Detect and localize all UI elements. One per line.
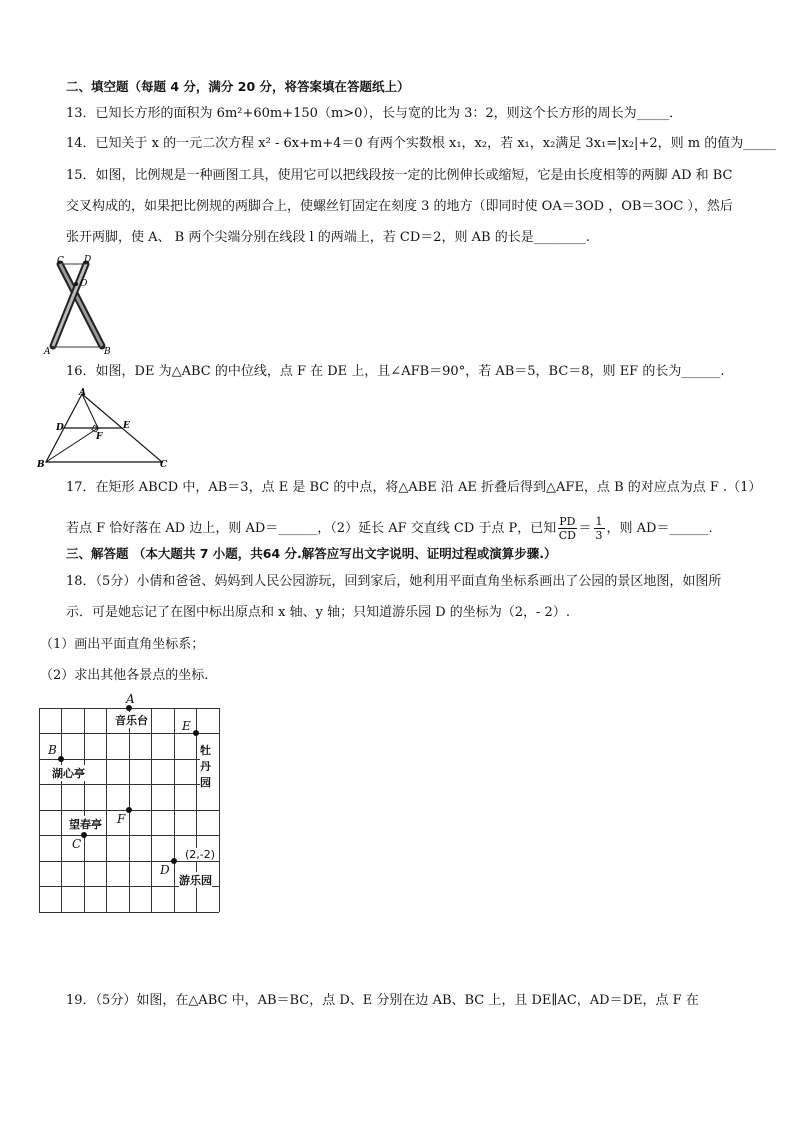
label-a: A xyxy=(79,388,86,398)
fraction2-denominator: 3 xyxy=(595,529,603,542)
label-a: A xyxy=(44,347,51,356)
question-15-line1: 15．如图，比例规是一种画图工具，使用它可以把线段按一定的比例伸长或缩短，它是由长度相等的两脚 AD 和 BC xyxy=(66,168,733,183)
point-a-letter: A xyxy=(126,692,135,706)
label-e: E xyxy=(123,421,130,431)
point-c-name: 望春亭 xyxy=(69,818,102,831)
label-b: B xyxy=(104,347,111,356)
question-18-line1: 18．（5分）小倩和爸爸、妈妈到人民公园游玩，回到家后，她利用平面直角坐标系画出了公园的景区地图，如图所 xyxy=(66,574,722,589)
compass-figure xyxy=(40,254,120,356)
point-e-name: 牡丹园 xyxy=(200,742,219,790)
question-19: 19．（5分）如图，在△ABC 中，AB＝BC，点 D、E 分别在边 AB、BC 上，且 DE∥AC，AD＝DE，点 F 在 xyxy=(66,993,699,1008)
label-c: C xyxy=(57,256,64,266)
question-15-line3: 张开两脚，使 A、 B 两个尖端分别在线段 l 的两端上，若 CD＝2，则 AB 的长是________. xyxy=(66,230,590,245)
point-f-letter: F xyxy=(117,812,126,826)
point-b-marker xyxy=(58,756,64,762)
segment-af xyxy=(82,394,98,428)
q17-text-a: 若点 F 恰好落在 AD 边上，则 AD＝______，（2）延长 AF 交直线 CD 于点 P，已知 xyxy=(66,520,557,536)
point-c-marker xyxy=(81,832,87,838)
point-b-letter: B xyxy=(48,743,57,757)
segment-bf xyxy=(46,428,98,462)
fill-blank-section-header: 二、填空题（每题 4 分，满分 20 分，将答案填在答题纸上） xyxy=(66,79,410,94)
question-17-line2 xyxy=(66,515,713,542)
question-15-line2: 交叉构成的，如果把比例规的两脚合上，使螺丝钉固定在刻度 3 的地方（即同时使 OA＝3OD ，OB＝3OC ），然后 xyxy=(66,199,733,214)
fraction2-numerator: 1 xyxy=(595,515,603,528)
label-d: D xyxy=(56,423,64,433)
point-e-marker xyxy=(193,730,199,736)
question-13: 13．已知长方形的面积为 6m²+60m+150（m>0），长与宽的比为 3：2，则这个长方形的周长为_____． xyxy=(66,106,683,121)
fraction-denominator: CD xyxy=(558,529,576,542)
equals-sign: ＝ xyxy=(578,520,592,536)
label-o: O xyxy=(80,279,88,289)
point-d-coordinate: (2,-2) xyxy=(185,848,216,861)
fraction-pd-cd xyxy=(558,515,576,542)
question-16: 16．如图，DE 为△ABC 的中位线，点 F 在 DE 上，且∠AFB＝90°，若 AB＝5，BC＝8，则 EF 的长为______. xyxy=(66,364,725,379)
triangle-figure xyxy=(34,386,174,472)
point-f-marker xyxy=(126,807,132,813)
point-a-name: 音乐台 xyxy=(115,714,148,727)
pivot-o xyxy=(74,282,78,286)
park-map-grid xyxy=(39,692,219,912)
point-d-name: 游乐园 xyxy=(179,874,212,887)
question-18-line2: 示．可是她忘记了在图中标出原点和 x 轴、y 轴；只知道游乐园 D 的坐标为（2，- 2）. xyxy=(66,605,570,620)
question-18-part1: （1）画出平面直角坐标系； xyxy=(40,637,205,652)
question-17-line1: 17．在矩形 ABCD 中，AB＝3，点 E 是 BC 的中点，将△ABE 沿 AE 折叠后得到△AFE，点 B 的对应点为点 F .（1） xyxy=(66,480,762,495)
label-d: D xyxy=(84,255,92,265)
question-14: 14．已知关于 x 的一元二次方程 x² - 6x+m+4＝0 有两个实数根 x₁，x₂，若 x₁，x₂满足 3x₁=|x₂|+2，则 m 的值为_____ xyxy=(66,136,776,151)
point-c-letter: C xyxy=(72,837,82,851)
q17-text-b: ，则 AD＝______. xyxy=(606,520,713,536)
point-e-letter: E xyxy=(182,719,191,733)
question-18-part2: （2）求出其他各景点的坐标． xyxy=(40,668,218,683)
fraction-one-third xyxy=(594,515,605,542)
point-d-letter: D xyxy=(160,863,170,877)
point-b-name: 湖心亭 xyxy=(52,767,85,780)
fraction-numerator: PD xyxy=(559,515,576,528)
label-c: C xyxy=(160,460,168,470)
solve-section-header: 三、解答题 （本大题共 7 小题，共64 分.解答应写出文字说明、证明过程或演算步骤.） xyxy=(66,546,557,561)
point-d-marker xyxy=(171,858,177,864)
label-f: F xyxy=(96,432,103,442)
label-b: B xyxy=(37,460,45,470)
